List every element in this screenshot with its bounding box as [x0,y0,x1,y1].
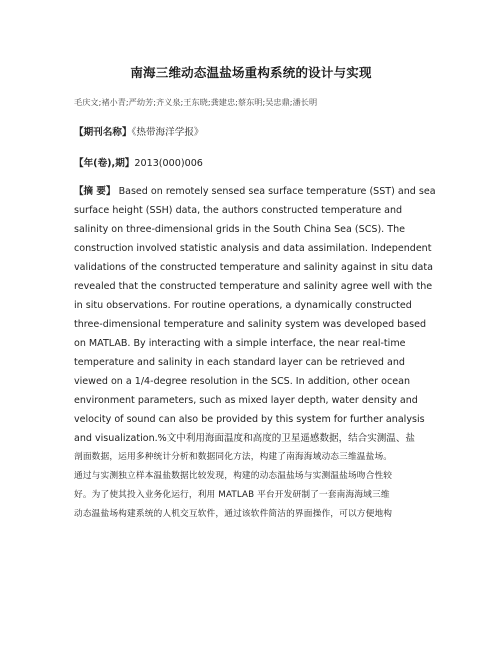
abstract-line: viewed on a 1/4-degree resolution in the SCS. In addition, other ocean [74,376,411,387]
abstract-text: Based on remotely sensed sea surface temperature (SST) and sea [118,186,436,197]
year-issue-value: 2013(000)006 [134,158,203,169]
abstract-line [74,182,434,201]
abstract-line: and visualization.%文中利用海面温度和高度的卫星遥感数据，结合实测温、盐 [74,433,415,444]
abstract-line: 好。为了使其投入业务化运行，利用 MATLAB 平台开发研制了一套南海海域三维 [74,490,390,500]
abstract-line: velocity of sound can also be provided by this system for further analysis [74,414,425,425]
journal-field [74,124,204,138]
abstract-line: surface height (SSH) data, the authors constructed temperature and [74,205,403,216]
journal-name: 《热带海洋学报》 [131,127,204,138]
abstract-line: temperature and salinity in each standard layer can be retrieved and [74,357,405,368]
abstract-line: 动态温盐场构建系统的人机交互软件，通过该软件简洁的界面操作，可以方便地构 [74,509,393,519]
abstract-line: revealed that the constructed temperature and salinity agree well with the [74,281,433,292]
year-issue-label: 【年(卷),期】 [74,158,135,169]
year-issue-field [74,155,203,169]
abstract-line: 通过与实测独立样本温盐数据比较发现，构建的动态温盐场与实测温盐场吻合性较 [74,471,393,481]
abstract-block [74,182,434,524]
paper-title: 南海三维动态温盐场重构系统的设计与实现 [130,65,372,80]
abstract-line: salinity on three-dimensional grids in the South China Sea (SCS). The [74,224,405,235]
abstract-line: three-dimensional temperature and salinity system was developed based [74,319,427,330]
abstract-line: construction involved statistic analysis and data assimilation. Independent [74,243,432,254]
abstract-line: in situ observations. For routine operations, a dynamically constructed [74,300,412,311]
abstract-line: validations of the constructed temperature and salinity against in situ data [74,262,433,273]
journal-label: 【期刊名称】 [74,127,132,138]
abstract-line: on MATLAB. By interacting with a simple interface, the near real-time [74,338,406,349]
author-list: 毛庆文;褚小青;严幼芳;齐义泉;王东晓;龚建忠;蔡东明;吴忠鼎;潘长明 [74,97,318,107]
abstract-label: 【摘 要】 [74,186,116,197]
abstract-line: 剖面数据，运用多种统计分析和数据同化方法，构建了南海海域动态三维温盐场。 [74,452,393,462]
abstract-line: environment parameters, such as mixed layer depth, water density and [74,395,418,406]
